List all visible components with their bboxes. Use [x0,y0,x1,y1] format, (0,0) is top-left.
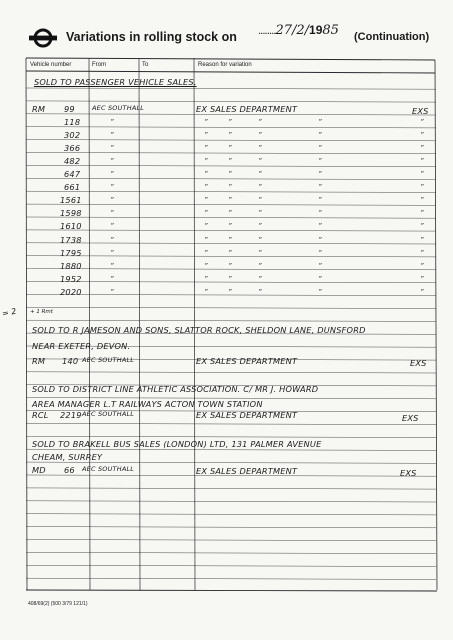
ditto-mark: ” [420,157,424,166]
section4-number: 66 [64,465,75,475]
ditto-mark: ” [204,274,208,283]
ditto-mark: ” [204,118,208,127]
ditto-mark: ” [228,183,232,192]
ditto-mark: ” [204,183,208,192]
row-vehicle-number: 99 [64,104,75,114]
rule-line [26,436,436,437]
ditto-mark: ” [318,261,322,270]
rule-line [26,540,436,541]
ditto-mark: ” [110,183,114,192]
ditto-mark: ” [258,222,262,231]
form-title: Variations in rolling stock on [66,30,237,44]
ditto-mark: ” [420,248,424,257]
ditto-mark: ” [204,170,208,179]
ditto-mark: ” [258,287,262,296]
section4-reason: EX SALES DEPARTMENT [196,466,298,476]
row-from: AEC SOUTHALL [92,104,145,112]
ditto-mark: ” [110,209,114,218]
row-vehicle-number: 2020 [60,286,82,297]
ditto-mark: ” [420,274,424,283]
rule-line [26,101,436,102]
ditto-mark: ” [318,157,322,166]
rule-line [26,58,435,60]
ditto-mark: ” [110,131,114,140]
ditto-mark: ” [228,209,232,218]
ditto-mark: ” [258,144,262,153]
section3-reason: EX SALES DEPARTMENT [196,410,298,420]
rule-line [26,372,436,373]
ditto-mark: ” [228,157,232,166]
date-year-suffix: 85 [322,23,339,38]
row-vehicle-number: 302 [64,130,81,141]
ditto-mark: ” [258,118,262,127]
ditto-mark: ” [110,235,114,244]
ditto-mark: ” [318,248,322,257]
row-prefix: RM [32,104,46,114]
rule-line [26,320,436,321]
ditto-mark: ” [420,196,424,205]
ditto-mark: ” [110,144,114,153]
ditto-mark: ” [318,235,322,244]
rule-line [26,527,436,528]
ditto-mark: ” [110,248,114,257]
rule-line [26,58,27,590]
rule-line [26,191,436,192]
section4-line2: CHEAM, SURREY [32,452,103,462]
row-reason: EX SALES DEPARTMENT [196,104,298,114]
rule-line [139,58,140,590]
rule-line [26,514,436,515]
ditto-mark: ” [420,183,424,192]
rule-line [194,58,195,590]
rule-line [26,140,436,141]
row-vehicle-number: 1738 [60,234,82,245]
ditto-mark: ” [110,222,114,231]
ditto-mark: ” [110,118,114,127]
ditto-mark: ” [318,183,322,192]
ditto-mark: ” [420,144,424,153]
rule-line [26,307,436,308]
ditto-mark: ” [420,209,424,218]
ditto-mark: ” [110,196,114,205]
ditto-mark: ” [258,183,262,192]
ditto-mark: ” [204,235,208,244]
form-date: ........27/2/1985 [258,23,339,38]
ditto-mark: ” [204,144,208,153]
form-code: 408/69(2) (500 3/79 121/1) [28,601,88,607]
ditto-mark: ” [228,131,232,140]
section4-prefix: MD [32,465,46,475]
ditto-mark: ” [318,118,322,127]
col-vehicle-number: Vehicle number [30,62,72,68]
ditto-mark: ” [318,131,322,140]
ditto-mark: ” [204,261,208,270]
ditto-mark: ” [420,170,424,179]
section2-reason: EX SALES DEPARTMENT [196,356,298,366]
rule-line [26,449,436,450]
ditto-mark: ” [258,261,262,270]
ditto-mark: ” [228,196,232,205]
row-vehicle-number: 1561 [60,195,82,206]
ditto-mark: ” [420,235,424,244]
rule-line [26,165,436,166]
ditto-mark: ” [204,196,208,205]
ditto-mark: ” [420,261,424,270]
ditto-mark: ” [420,287,424,296]
section3-from: AEC SOUTHALL [82,410,135,418]
col-to: To [142,62,149,68]
ditto-mark: ” [204,222,208,231]
section1-heading: SOLD TO PASSENGER VEHICLE SALES. [34,77,197,87]
ditto-mark: ” [228,235,232,244]
ditto-mark: ” [318,144,322,153]
form-header [22,22,442,56]
ditto-mark: ” [420,131,424,140]
margin-note: + 1 Rmt [30,309,53,315]
rule-line [26,501,436,502]
ditto-mark: ” [258,157,262,166]
ditto-mark: ” [110,274,114,283]
ditto-mark: ” [258,131,262,140]
rule-line [26,88,436,89]
section4-from: AEC SOUTHALL [82,465,135,473]
ditto-mark: ” [228,222,232,231]
rule-line [26,590,437,591]
ditto-mark: ” [420,222,424,231]
rule-line [26,178,436,179]
ditto-mark: ” [228,170,232,179]
ditto-mark: ” [204,287,208,296]
date-day-month: 27/2/ [275,23,310,38]
rule-line [26,423,436,424]
ditto-mark: ” [258,248,262,257]
row-vehicle-number: 1795 [60,247,82,258]
ditto-mark: ” [318,287,322,296]
ditto-mark: ” [110,287,114,296]
ditto-mark: ” [258,235,262,244]
rule-line [26,153,436,154]
section2-line2: NEAR EXETER, DEVON. [32,341,131,351]
rule-line [26,552,436,553]
rule-line [435,60,437,590]
row-vehicle-number: 482 [64,156,81,167]
section3-line1: SOLD TO DISTRICT LINE ATHLETIC ASSOCIATION. C/ MR J. HOWARD [32,384,319,394]
ditto-mark: ” [110,261,114,270]
ditto-mark: ” [228,261,232,270]
ditto-mark: ” [228,144,232,153]
section4-code: EXS [400,468,417,478]
row-vehicle-number: 366 [64,143,81,154]
ditto-mark: ” [228,118,232,127]
ditto-mark: ” [228,248,232,257]
rule-line [26,488,436,489]
ditto-mark: ” [318,222,322,231]
rule-line [26,127,436,128]
ditto-mark: ” [110,170,114,179]
ditto-mark: ” [258,209,262,218]
section2-prefix: RM [32,356,46,366]
continuation-label: (Continuation) [354,31,430,43]
ditto-mark: ” [204,131,208,140]
section2-code: EXS [410,358,427,368]
section3-prefix: RCL [32,410,49,420]
row-vehicle-number: 118 [64,117,81,128]
row-vehicle-number: 1952 [60,273,82,284]
section4-line1: SOLD TO BRAKELL BUS SALES (LONDON) LTD, 131 PALMER AVENUE [32,439,322,449]
row-vehicle-number: 1598 [60,208,82,219]
date-year-prefix: 19 [309,23,323,37]
row-vehicle-number: 647 [64,169,81,180]
section2-number: 140 [62,356,79,366]
rule-line [26,565,436,566]
ditto-mark: ” [318,274,322,283]
row-code: EXS [412,106,429,116]
ditto-mark: ” [258,196,262,205]
ditto-mark: ” [228,287,232,296]
section3-code: EXS [402,413,419,423]
rule-line [26,462,436,463]
ditto-mark: ” [204,248,208,257]
ditto-mark: ” [318,170,322,179]
margin-mark: = 2 [1,306,18,319]
ditto-mark: ” [110,157,114,166]
section2-from: AEC SOUTHALL [82,356,135,364]
ditto-mark: ” [258,170,262,179]
ditto-mark: ” [420,118,424,127]
section2-line1: SOLD TO R JAMESON AND SONS, SLATTOR ROCK, SHELDON LANE, DUNSFORD [32,325,366,335]
section3-line2: AREA MANAGER L.T RAILWAYS ACTON TOWN STATION [32,399,263,409]
row-vehicle-number: 1880 [60,260,82,271]
ditto-mark: ” [228,274,232,283]
ditto-mark: ” [318,196,322,205]
rule-line [26,578,436,579]
row-vehicle-number: 1610 [60,221,82,232]
col-from: From [92,62,106,68]
ditto-mark: ” [204,209,208,218]
row-vehicle-number: 661 [64,182,81,193]
col-reason: Reason for variation [198,62,252,68]
ditto-mark: ” [204,157,208,166]
section3-number: 2219 [60,410,82,420]
ditto-mark: ” [318,209,322,218]
rule-line [89,58,90,590]
ditto-mark: ” [258,274,262,283]
rule-line [26,71,435,73]
roundel-logo-icon [28,28,58,48]
